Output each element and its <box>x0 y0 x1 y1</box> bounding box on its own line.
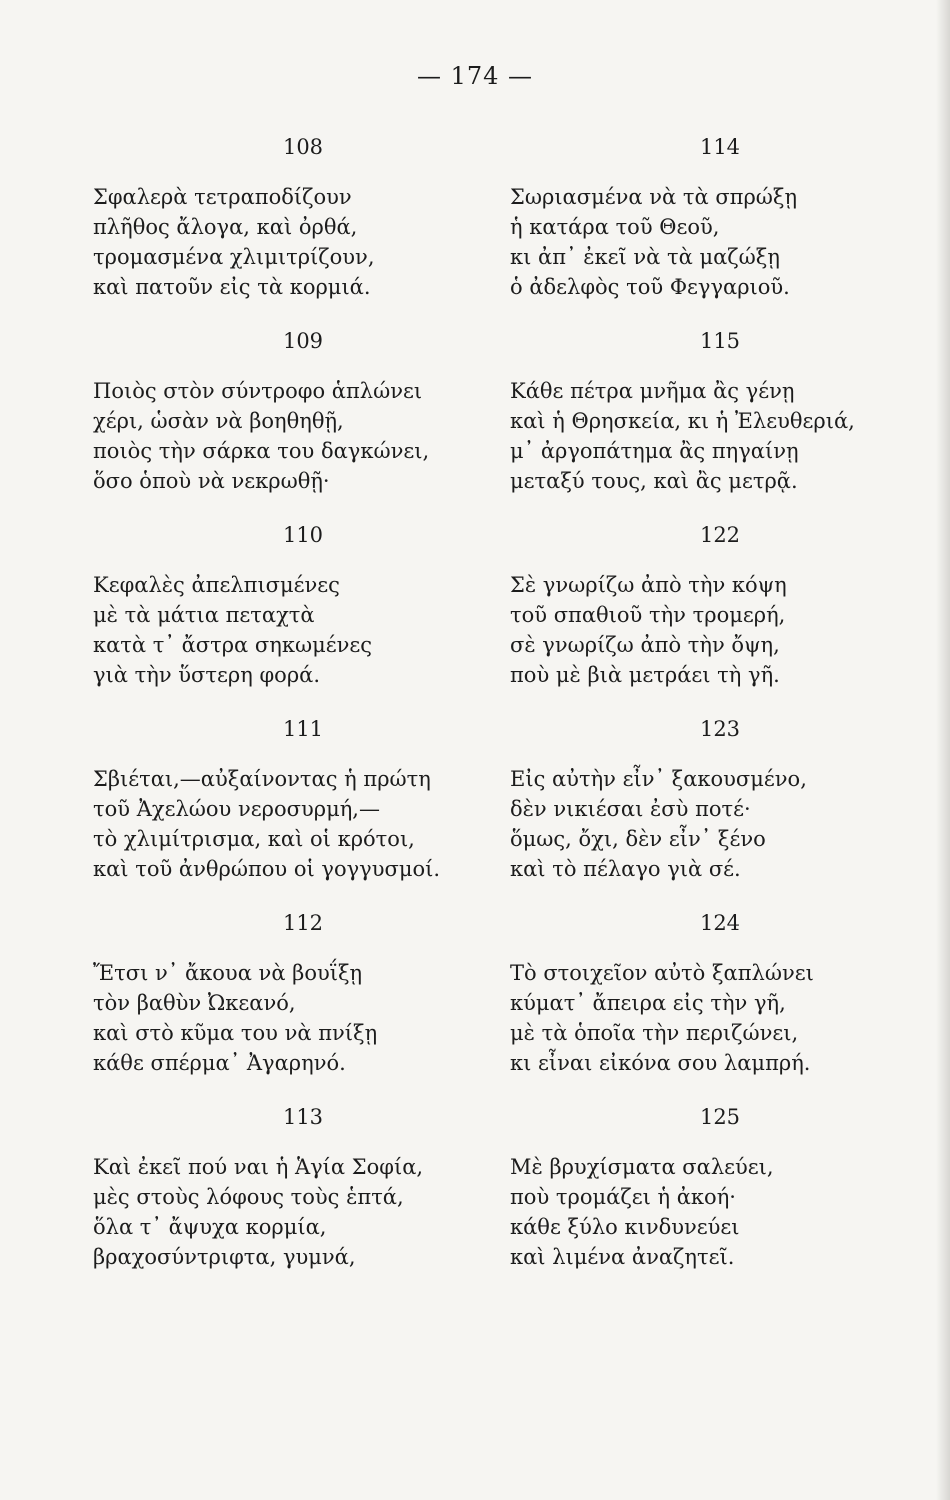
verse-line: Ποιὸς στὸν σύντροφο ἁπλώνει <box>93 379 423 403</box>
stanza-number: 115 <box>699 329 741 353</box>
stanza <box>93 324 513 496</box>
verse-line: μεταξύ τους, καὶ ἂς μετρᾷ. <box>510 469 798 493</box>
verse-line: ἡ κατάρα τοῦ Θεοῦ, <box>510 215 720 239</box>
stanza-number: 114 <box>699 135 741 159</box>
stanza <box>93 906 513 1078</box>
stanza <box>510 712 930 884</box>
verse-line: τὸν βαθὺν Ὠκεανό, <box>93 991 296 1015</box>
verse-line: καὶ λιμένα ἀναζητεῖ. <box>510 1245 735 1269</box>
verse-line: Ἔτσι ν᾿ ἄκουα νὰ βουΐξῃ <box>93 961 363 985</box>
verse-line: Σὲ γνωρίζω ἀπὸ τὴν κόψη <box>510 573 787 597</box>
verse-line: μ᾿ ἀργοπάτημα ἂς πηγαίνῃ <box>510 439 799 463</box>
stanza <box>510 1100 930 1272</box>
verse-line: τρομασμένα χλιμιτρίζουν, <box>93 245 375 269</box>
stanza <box>93 712 513 884</box>
stanza-number: 123 <box>699 717 741 741</box>
stanza <box>510 324 930 496</box>
stanza <box>93 130 513 302</box>
verse-line: κάθε ξύλο κινδυνεύει <box>510 1215 740 1239</box>
verse-line: ποὺ μὲ βιὰ μετράει τὴ γῆ. <box>510 663 780 687</box>
page-edge-shadow <box>936 0 950 1500</box>
verse-line: καὶ ἡ Θρησκεία, κι ἡ Ἐλευθεριά, <box>510 409 855 433</box>
stanza <box>93 518 513 690</box>
verse-line: τὸ χλιμίτρισμα, καὶ οἱ κρότοι, <box>93 827 415 851</box>
verse-line: καὶ τὸ πέλαγο γιὰ σέ. <box>510 857 741 881</box>
verse-line: βραχοσύντριφτα, γυμνά, <box>93 1245 356 1269</box>
verse-line: κι εἶναι εἰκόνα σου λαμπρή. <box>510 1051 811 1075</box>
verse-line: Σφαλερὰ τετραποδίζουν <box>93 185 352 209</box>
stanza <box>510 518 930 690</box>
verse-line: καὶ στὸ κῦμα του νὰ πνίξῃ <box>93 1021 378 1045</box>
stanza-number: 109 <box>282 329 324 353</box>
verse-line: Τὸ στοιχεῖον αὐτὸ ξαπλώνει <box>510 961 814 985</box>
stanza-number: 108 <box>282 135 324 159</box>
stanza <box>510 130 930 302</box>
verse-line: κάθε σπέρμα᾿ Ἀγαρηνό. <box>93 1051 346 1075</box>
verse-line: μὲς στοὺς λόφους τοὺς ἑπτά, <box>93 1185 404 1209</box>
verse-line: κύματ᾿ ἄπειρα εἰς τὴν γῆ, <box>510 991 786 1015</box>
verse-line: τοῦ Ἀχελώου νεροσυρμή,— <box>93 797 380 821</box>
verse-line: Σωριασμένα νὰ τὰ σπρώξῃ <box>510 185 798 209</box>
verse-line: Καὶ ἐκεῖ πού ναι ἡ Ἁγία Σοφία, <box>93 1155 424 1179</box>
verse-line: δὲν νικιέσαι ἐσὺ ποτέ· <box>510 797 751 821</box>
stanza-number: 110 <box>282 523 324 547</box>
verse-line: ποιὸς τὴν σάρκα του δαγκώνει, <box>93 439 430 463</box>
verse-line: μὲ τὰ μάτια πεταχτὰ <box>93 603 315 627</box>
verse-line: κατὰ τ᾿ ἄστρα σηκωμένες <box>93 633 373 657</box>
stanza-number: 112 <box>282 911 324 935</box>
stanza-number: 125 <box>699 1105 741 1129</box>
stanza-number: 124 <box>699 911 741 935</box>
verse-line: πλῆθος ἄλογα, καὶ ὀρθά, <box>93 215 358 239</box>
verse-line: ποὺ τρομάζει ἡ ἀκοή· <box>510 1185 736 1209</box>
right-column <box>510 130 930 1294</box>
verse-line: ὅσο ὁποὺ νὰ νεκρωθῇ· <box>93 469 330 493</box>
verse-line: Σβιέται,—αὐξαίνοντας ἡ πρώτη <box>93 767 431 791</box>
verse-line: γιὰ τὴν ὕστερη φορά. <box>93 663 321 687</box>
left-column <box>93 130 513 1294</box>
verse-line: χέρι, ὡσὰν νὰ βοηθηθῇ, <box>93 409 344 433</box>
verse-line: κι ἀπ᾿ ἐκεῖ νὰ τὰ μαζώξῃ <box>510 245 780 269</box>
verse-line: Εἰς αὐτὴν εἶν᾿ ξακουσμένο, <box>510 767 807 791</box>
verse-line: Μὲ βρυχίσματα σαλεύει, <box>510 1155 774 1179</box>
stanza-number: 113 <box>282 1105 324 1129</box>
verse-line: Κεφαλὲς ἀπελπισμένες <box>93 573 340 597</box>
verse-line: ὁ ἀδελφὸς τοῦ Φεγγαριοῦ. <box>510 275 790 299</box>
stanza-number: 122 <box>699 523 741 547</box>
verse-line: τοῦ σπαθιοῦ τὴν τρομερή, <box>510 603 786 627</box>
stanza <box>510 906 930 1078</box>
verse-line: ὅλα τ᾿ ἄψυχα κορμία, <box>93 1215 327 1239</box>
stanza-number: 111 <box>282 717 324 741</box>
page-number: — 174 — <box>416 62 534 90</box>
verse-line: σὲ γνωρίζω ἀπὸ τὴν ὄψη, <box>510 633 780 657</box>
verse-line: μὲ τὰ ὁποῖα τὴν περιζώνει, <box>510 1021 799 1045</box>
verse-line: καὶ πατοῦν εἰς τὰ κορμιά. <box>93 275 371 299</box>
verse-line: ὅμως, ὄχι, δὲν εἶν᾿ ξένο <box>510 827 766 851</box>
verse-line: καὶ τοῦ ἀνθρώπου οἱ γογγυσμοί. <box>93 857 441 881</box>
stanza <box>93 1100 513 1272</box>
verse-line: Κάθε πέτρα μνῆμα ἂς γένῃ <box>510 379 795 403</box>
